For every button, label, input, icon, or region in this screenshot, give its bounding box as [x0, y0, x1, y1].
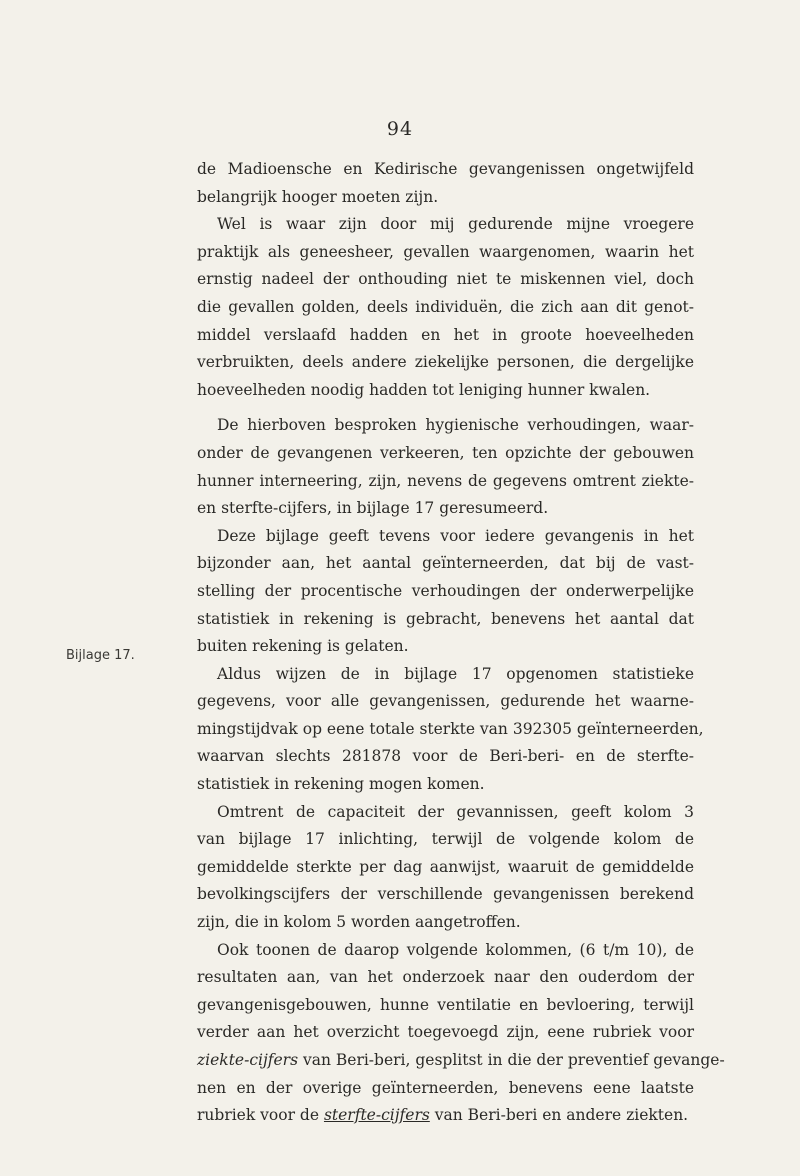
text-line: belangrijk hooger moeten zijn.	[197, 187, 439, 206]
text-line: de Madioensche en Kedirische gevangenissen ongetwijfeld	[197, 160, 694, 178]
text-line: bevolkingscijfers der verschillende gevangenissen berekend	[197, 885, 694, 904]
text-line: mingstijdvak op eene totale sterkte van 392305 geïnterneerden,	[197, 719, 704, 738]
text-line: onder de gevangenen verkeeren, ten opzichte der gebouwen	[197, 443, 694, 462]
text-line: en sterfte-cijfers, in bijlage 17 geresumeerd.	[197, 499, 549, 518]
text-line: Omtrent de capaciteit der gevannissen, geeft kolom 3	[217, 802, 694, 821]
text-line: buiten rekening is gelaten.	[197, 637, 409, 656]
text-line: zijn, die in kolom 5 worden aangetroffen.	[197, 913, 521, 932]
text-line: stelling der procentische verhoudingen der onderwerpelijke	[197, 581, 694, 600]
text-line: nen en der overige geïnterneerden, benevens eene laatste	[197, 1078, 694, 1097]
text-line: hunner interneering, zijn, nevens de gegevens omtrent ziekte-	[197, 471, 694, 490]
text-run: van Beri-beri en andere ziekten.	[429, 1106, 689, 1125]
text-line: middel verslaafd hadden en het in groote hoeveelheden	[197, 325, 694, 344]
text-line: die gevallen golden, deels individuën, die zich aan dit genot-	[197, 297, 694, 316]
italic-term: sterfte-cijfers	[323, 1106, 430, 1125]
text-line: Ook toonen de daarop volgende kolommen, (6 t/m 10), de	[217, 940, 694, 959]
text-line: verbruikten, deels andere ziekelijke personen, die dergelijke	[197, 353, 694, 372]
text-line: gegevens, voor alle gevangenissen, gedurende het waarne-	[197, 692, 694, 711]
text-line: Deze bijlage geeft tevens voor iedere gevangenis in het	[217, 526, 694, 545]
text-line: waarvan slechts 281878 voor de Beri-beri- en de sterfte-	[197, 747, 694, 766]
text-line: ernstig nadeel der onthouding niet te miskennen viel, doch	[197, 270, 694, 289]
text-line: praktijk als geneesheer, gevallen waargenomen, waarin het	[197, 242, 694, 261]
text-line: Wel is waar zijn door mij gedurende mijne vroegere	[217, 215, 694, 234]
text-line	[197, 1047, 725, 1075]
text-run: rubriek voor de	[197, 1106, 324, 1125]
text-line: De hierboven besproken hygienische verhoudingen, waar-	[217, 416, 694, 435]
text-line: statistiek in rekening mogen komen.	[197, 775, 485, 794]
text-line: verder aan het overzicht toegevoegd zijn, eene rubriek voor	[197, 1023, 694, 1042]
page-number: 94	[386, 118, 414, 140]
text-line: statistiek in rekening is gebracht, benevens het aantal dat	[197, 609, 694, 628]
text-line: bijzonder aan, het aantal geïnterneerden, dat bij de vast-	[197, 554, 694, 573]
margin-note: Bijlage 17.	[66, 648, 135, 663]
text-line: Aldus wijzen de in bijlage 17 opgenomen statistieke	[217, 664, 694, 683]
text-line	[197, 1102, 694, 1130]
text-line: gevangenisgebouwen, hunne ventilatie en bevloering, terwijl	[197, 995, 694, 1014]
italic-term: ziekte-cijfers	[197, 1051, 299, 1069]
body-text	[197, 156, 725, 1130]
text-line: resultaten aan, van het onderzoek naar den ouderdom der	[197, 968, 694, 987]
text-run: van Beri-beri, gesplitst in die der preventief gevange-	[298, 1051, 725, 1069]
text-line: van bijlage 17 inlichting, terwijl de volgende kolom de	[197, 830, 694, 849]
text-line: gemiddelde sterkte per dag aanwijst, waaruit de gemiddelde	[197, 857, 694, 876]
text-line: hoeveelheden noodig hadden tot leniging hunner kwalen.	[197, 380, 651, 399]
